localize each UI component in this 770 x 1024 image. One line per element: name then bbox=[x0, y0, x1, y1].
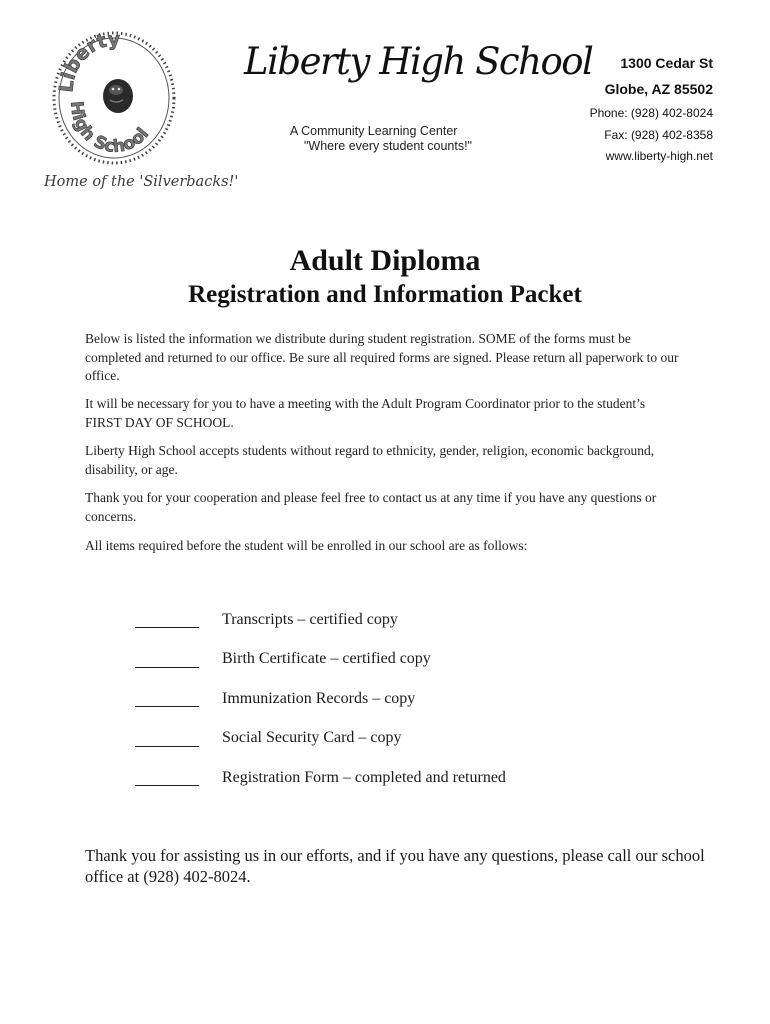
community-learning-center-line: A Community Learning Center bbox=[290, 124, 458, 138]
street-address: 1300 Cedar St bbox=[620, 55, 713, 71]
checklist-item-label: Birth Certificate – certified copy bbox=[222, 650, 431, 668]
paragraph-nondiscrimination: Liberty High School accepts students without regard to ethnicity, gender, religion, economic background, disability, or age. bbox=[85, 443, 655, 477]
document-subtitle: Registration and Information Packet bbox=[188, 281, 582, 308]
school-seal-logo bbox=[52, 30, 176, 166]
phone-number: Phone: (928) 402-8024 bbox=[589, 106, 713, 120]
paragraph-thank-you: Thank you for your cooperation and please feel free to contact us at any time if you have any questions or concerns. bbox=[85, 490, 657, 524]
checklist-item bbox=[135, 640, 655, 680]
paragraph-required-items-intro: All items required before the student will be enrolled in our school are as follows: bbox=[85, 538, 528, 553]
paragraph-coordinator-meeting: It will be necessary for you to have a meeting with the Adult Program Coordinator prior to the student’s FIRST DAY OF SCHOOL. bbox=[85, 396, 646, 430]
community-motto-block bbox=[262, 124, 488, 154]
required-items-checklist bbox=[135, 600, 655, 798]
checklist-item-label: Immunization Records – copy bbox=[222, 689, 416, 707]
seal-bottom-text: High School bbox=[65, 100, 154, 158]
school-motto: "Where every student counts!" bbox=[304, 139, 472, 153]
website-url: www.liberty-high.net bbox=[605, 149, 713, 163]
checklist-item bbox=[135, 719, 655, 759]
contact-block bbox=[590, 54, 713, 171]
document-title: Adult Diploma bbox=[289, 244, 481, 277]
checklist-item-label: Transcripts – certified copy bbox=[222, 610, 398, 628]
closing-paragraph: Thank you for assisting us in our efforts, and if you have any questions, please call our school office at (928) 402-8024. bbox=[85, 846, 705, 886]
checklist-blank-line[interactable] bbox=[135, 769, 199, 786]
checklist-blank-line[interactable] bbox=[135, 611, 199, 628]
checklist-item bbox=[135, 758, 655, 798]
gorilla-icon bbox=[103, 79, 133, 113]
checklist-blank-line[interactable] bbox=[135, 690, 199, 707]
school-name-heading: Liberty High School bbox=[244, 40, 593, 83]
checklist-item bbox=[135, 679, 655, 719]
home-of-silverbacks-tagline: Home of the 'Silverbacks!' bbox=[44, 174, 239, 190]
checklist-blank-line[interactable] bbox=[135, 730, 199, 747]
fax-number: Fax: (928) 402-8358 bbox=[604, 127, 713, 142]
city-state-zip: Globe, AZ 85502 bbox=[604, 81, 713, 97]
checklist-blank-line[interactable] bbox=[135, 651, 199, 668]
paragraph-registration-info: Below is listed the information we distribute during student registration. SOME of the forms must be completed and returned to our office. Be sure all required forms are signed. Please return all paperwork to our office. bbox=[85, 331, 679, 383]
checklist-item-label: Social Security Card – copy bbox=[222, 729, 402, 747]
seal-top-text: Liberty bbox=[55, 30, 121, 94]
checklist-item bbox=[135, 600, 655, 640]
checklist-item-label: Registration Form – completed and returned bbox=[222, 768, 506, 786]
